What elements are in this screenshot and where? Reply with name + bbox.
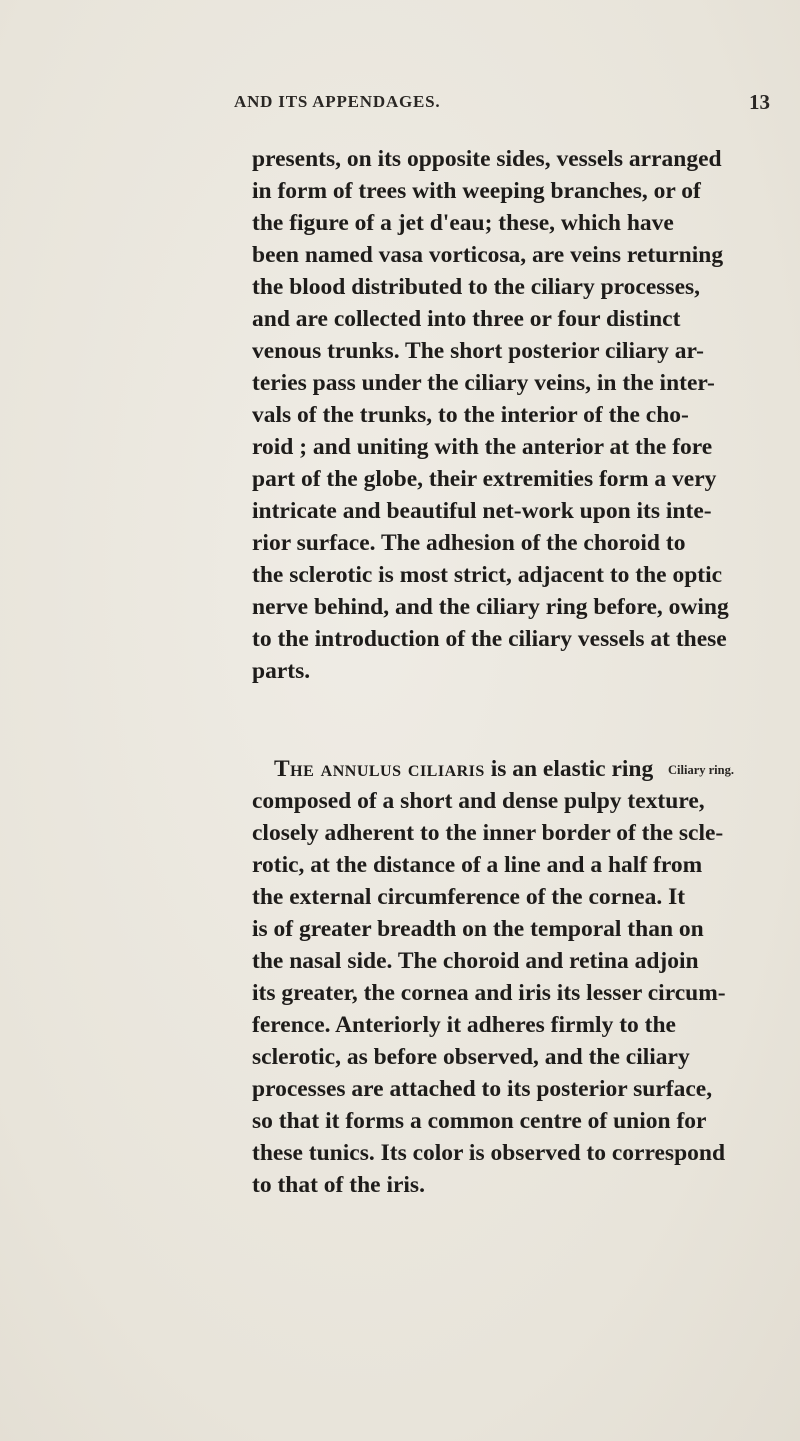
text-line: to that of the iris. — [252, 1172, 425, 1198]
page-header — [0, 92, 800, 116]
text-line: ference. Anteriorly it adheres firmly to the — [252, 1012, 676, 1038]
lead-in-small-caps: The annulus ciliaris — [274, 756, 485, 782]
text-line: these tunics. Its color is observed to correspond — [252, 1140, 726, 1166]
text-line: rotic, at the distance of a line and a half from — [252, 852, 703, 878]
text-line: composed of a short and dense pulpy texture, — [252, 788, 705, 814]
page-number: 13 — [749, 90, 770, 114]
text-line: the external circumference of the cornea. It — [252, 884, 686, 910]
text-line: the sclerotic is most strict, adjacent to the optic — [252, 562, 723, 588]
text-line: and are collected into three or four distinct — [252, 306, 681, 332]
text-line: roid ; and uniting with the anterior at the fore — [252, 434, 713, 460]
text-line: teries pass under the ciliary veins, in the inter- — [252, 370, 715, 396]
paragraph-first-line — [274, 758, 653, 782]
text-line: in form of trees with weeping branches, or of — [252, 178, 701, 204]
text-line: venous trunks. The short posterior ciliary ar- — [252, 338, 704, 364]
text-line: parts. — [252, 658, 311, 684]
text-line: the figure of a jet d'eau; these, which have — [252, 210, 674, 236]
text-line: processes are attached to its posterior surface, — [252, 1076, 713, 1102]
text-line: vals of the trunks, to the interior of the cho- — [252, 402, 689, 428]
first-line-rest: is an elastic ring — [484, 756, 654, 782]
text-line: rior surface. The adhesion of the choroid to — [252, 530, 686, 556]
text-line: its greater, the cornea and iris its lesser circum- — [252, 980, 726, 1006]
text-line: sclerotic, as before observed, and the ciliary — [252, 1044, 690, 1070]
text-line: is of greater breadth on the temporal than on — [252, 916, 704, 942]
text-line: part of the globe, their extremities form a very — [252, 466, 717, 492]
text-line: to the introduction of the ciliary vessels at these — [252, 626, 727, 652]
text-line: intricate and beautiful net-work upon its inte- — [252, 498, 712, 524]
text-line: been named vasa vorticosa, are veins returning — [252, 242, 724, 268]
text-line: presents, on its opposite sides, vessels arranged — [252, 146, 722, 172]
running-head: AND ITS APPENDAGES. — [234, 92, 441, 111]
text-line: the blood distributed to the ciliary processes, — [252, 274, 701, 300]
text-line: closely adherent to the inner border of the scle- — [252, 820, 724, 846]
text-line: so that it forms a common centre of union for — [252, 1108, 707, 1134]
text-line: the nasal side. The choroid and retina adjoin — [252, 948, 699, 974]
text-line: nerve behind, and the ciliary ring before, owing — [252, 594, 729, 620]
margin-note: Ciliary ring. — [668, 763, 734, 777]
